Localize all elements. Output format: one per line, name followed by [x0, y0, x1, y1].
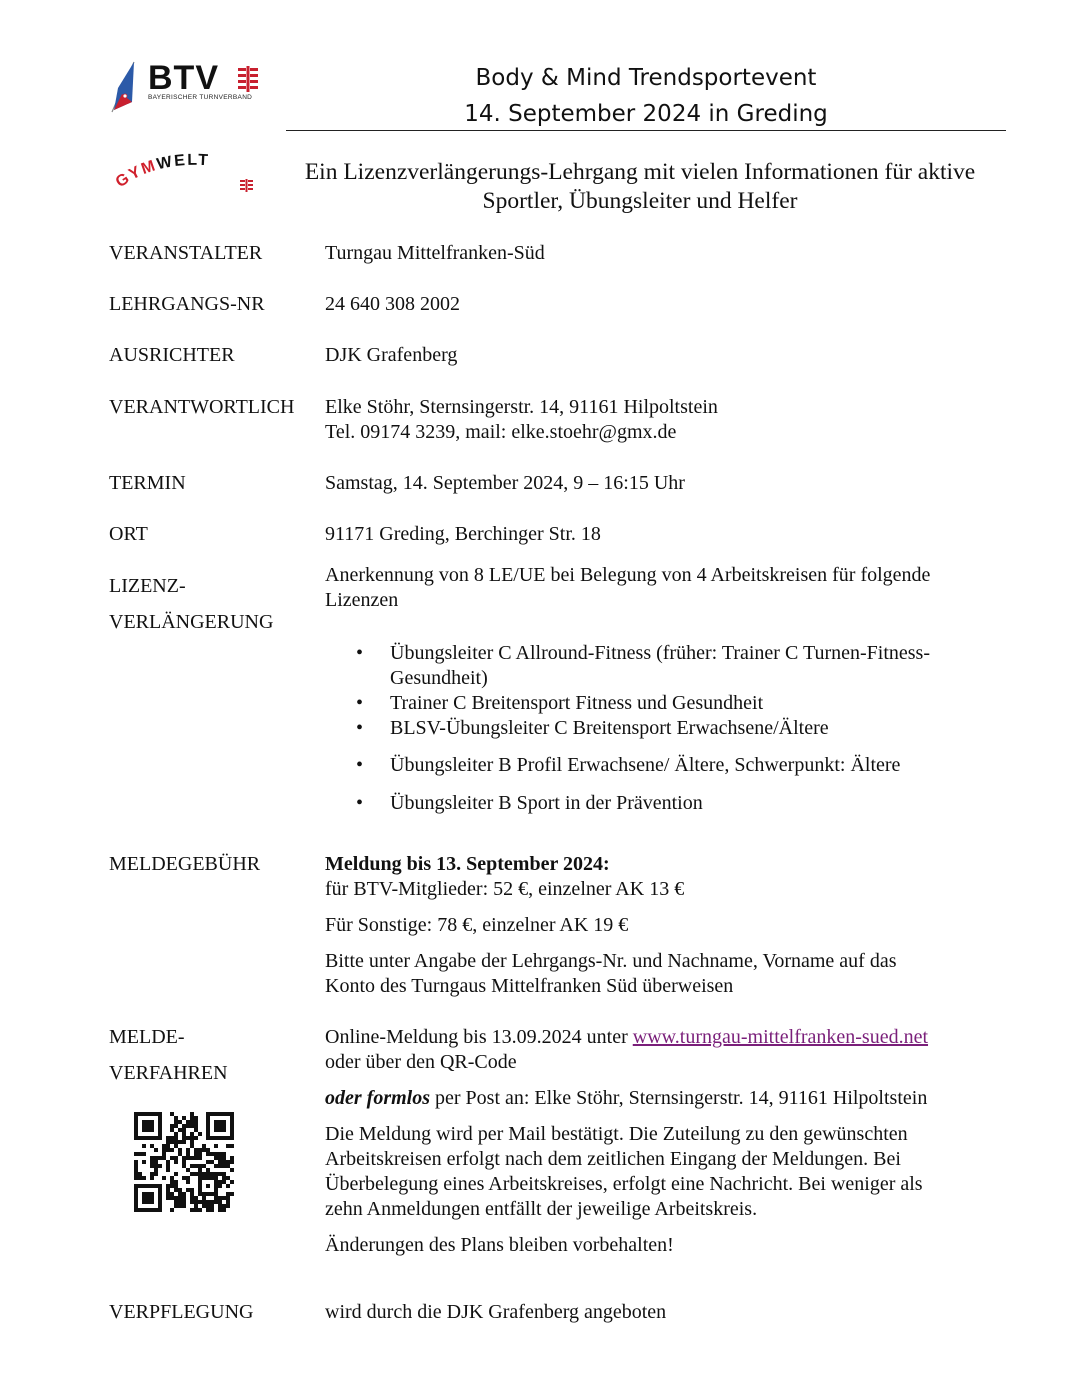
- course-subtitle-line1: Ein Lizenzverlängerungs-Lehrgang mit vielen Informationen für aktive: [304, 159, 976, 185]
- label-ort: ORT: [109, 523, 148, 545]
- license-item-text: • Übungsleiter B Profil Erwachsene/ Ältere, Schwerpunkt: Ältere: [390, 754, 901, 776]
- confirmation-line: Die Meldung wird per Mail bestätigt. Die Zuteilung zu den gewünschten: [325, 1123, 908, 1145]
- license-item: [325, 716, 1005, 741]
- license-item: [325, 641, 1005, 691]
- label-termin: TERMIN: [109, 472, 186, 494]
- changes-notice: Änderungen des Plans bleiben vorbehalten!: [325, 1234, 674, 1256]
- label-veranstalter: VERANSTALTER: [109, 242, 263, 264]
- license-item-text: • Übungsleiter B Sport in der Prävention: [390, 792, 703, 814]
- contact-phone-mail: Tel. 09174 3239, mail: elke.stoehr@gmx.de: [325, 421, 677, 443]
- post-registration-text: per Post an: Elke Stöhr, Sternsingerstr. 14, 91161 Hilpoltstein: [430, 1087, 928, 1109]
- post-registration-emphasis: oder formlos: [325, 1087, 430, 1109]
- license-list: [325, 641, 1005, 816]
- label-lizenz-line1: LIZENZ-: [109, 575, 186, 597]
- label-meldegebuehr: MELDEGEBÜHR: [109, 853, 261, 875]
- gymwelt-logo-text: GYMWELT: [112, 151, 211, 192]
- license-item-text: • Trainer C Breitensport Fitness und Gesundheit: [390, 692, 764, 714]
- btv-logo-text: BTV: [148, 59, 219, 97]
- confirmation-line: zehn Anmeldungen entfällt der jeweilige Arbeitskreis.: [325, 1198, 758, 1220]
- event-title: [286, 60, 1006, 132]
- label-ausrichter: AUSRICHTER: [109, 344, 235, 366]
- value-meldeverfahren: [325, 1025, 1005, 1258]
- contact-address: Elke Stöhr, Sternsingerstr. 14, 91161 Hilpoltstein: [325, 396, 718, 418]
- course-subtitle-line2: Sportler, Übungsleiter und Helfer: [482, 188, 798, 214]
- gymwelt-logo: [108, 150, 268, 200]
- fee-others: Für Sonstige: 78 €, einzelner AK 19 €: [325, 914, 629, 936]
- label-lehrgangsnr: LEHRGANGS-NR: [109, 293, 265, 315]
- license-item: [325, 691, 1005, 716]
- fee-transfer-line1: Bitte unter Angabe der Lehrgangs-Nr. und Nachname, Vorname auf das: [325, 950, 897, 972]
- value-ausrichter: DJK Grafenberg: [325, 344, 458, 366]
- btv-flag-icon: [108, 58, 148, 116]
- fee-members: für BTV-Mitglieder: 52 €, einzelner AK 13 €: [325, 878, 685, 900]
- value-verpflegung: wird durch die DJK Grafenberg angeboten: [325, 1301, 667, 1323]
- license-item-text: • BLSV-Übungsleiter C Breitensport Erwachsene/Ältere: [390, 717, 829, 739]
- registration-link[interactable]: www.turngau-mittelfranken-sued.net: [632, 1026, 929, 1048]
- qr-code[interactable]: [134, 1112, 234, 1212]
- label-verantwortlich: VERANTWORTLICH: [109, 396, 295, 418]
- turner-cross-icon-small: [240, 179, 253, 192]
- confirmation-line: Arbeitskreisen erfolgt nach dem zeitlichen Eingang der Meldungen. Bei: [325, 1148, 901, 1170]
- value-meldegebuehr: [325, 852, 1005, 999]
- label-meldeverfahren-line1: MELDE-: [109, 1026, 185, 1048]
- value-lehrgangsnr: 24 640 308 2002: [325, 293, 460, 315]
- online-registration-text: Online-Meldung bis 13.09.2024 unter: [325, 1026, 633, 1048]
- online-registration-line1: [325, 1025, 1005, 1050]
- event-title-line1: Body & Mind Trendsportevent: [475, 65, 817, 91]
- course-subtitle: [270, 158, 1010, 216]
- gymwelt-logo-art: [108, 150, 268, 200]
- btv-logo-subtext: BAYERISCHER TURNVERBAND: [148, 94, 253, 101]
- label-lizenz-line2: VERLÄNGERUNG: [109, 611, 274, 633]
- license-item: [325, 791, 1005, 816]
- online-registration-line2: oder über den QR-Code: [325, 1051, 517, 1073]
- post-registration: [325, 1086, 1005, 1111]
- value-termin: Samstag, 14. September 2024, 9 – 16:15 Uhr: [325, 472, 685, 494]
- license-item-text: • Übungsleiter C Allround-Fitness (früher: Trainer C Turnen-Fitness-: [390, 642, 930, 664]
- btv-logo: [108, 58, 268, 116]
- license-item-text-cont: Gesundheit): [390, 667, 488, 689]
- label-meldeverfahren-line2: VERFAHREN: [109, 1062, 228, 1084]
- fee-deadline-heading: Meldung bis 13. September 2024:: [325, 853, 610, 875]
- license-item: [325, 753, 1005, 778]
- lizenz-intro-line2: Lizenzen: [325, 589, 399, 611]
- turner-cross-icon: [236, 66, 260, 92]
- header-divider: [286, 130, 1006, 131]
- value-ort: 91171 Greding, Berchinger Str. 18: [325, 523, 601, 545]
- confirmation-line: Überbelegung eines Arbeitskreises, erfolgt eine Nachricht. Bei weniger als: [325, 1173, 923, 1195]
- value-lizenz-intro: [325, 563, 1005, 613]
- lizenz-intro-line1: Anerkennung von 8 LE/UE bei Belegung von 4 Arbeitskreisen für folgende: [325, 564, 931, 586]
- confirmation-text: [325, 1122, 1005, 1222]
- label-verpflegung: VERPFLEGUNG: [109, 1301, 254, 1323]
- fee-transfer-line2: Konto des Turngaus Mittelfranken Süd überweisen: [325, 975, 734, 997]
- value-veranstalter: Turngau Mittelfranken-Süd: [325, 242, 545, 264]
- value-verantwortlich: [325, 395, 1005, 445]
- event-title-line2: 14. September 2024 in Greding: [464, 101, 828, 127]
